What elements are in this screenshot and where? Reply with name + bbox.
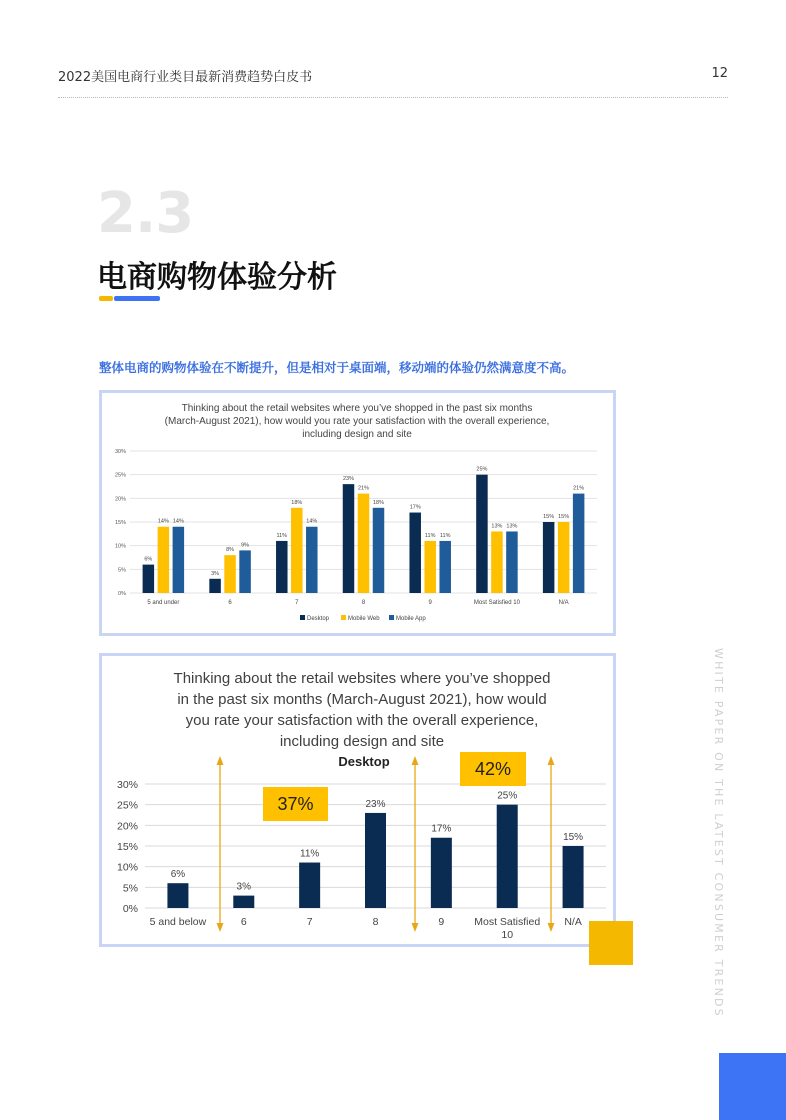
bar-data-label: 6% — [144, 556, 153, 563]
bar-desktop — [497, 805, 518, 908]
bar-data-label: 11% — [300, 848, 320, 860]
bar-data-label: 3% — [211, 570, 220, 577]
y-tick-label: 5% — [122, 882, 138, 895]
section-subtitle: 整体电商的购物体验在不断提升，但是相对于桌面端，移动端的体验仍然满意度不高。 — [99, 360, 575, 375]
x-tick-label: Most Satisfied — [474, 916, 541, 928]
decor-yellow-block — [589, 921, 633, 965]
chart-title-line: in the past six months (March-August 2021), how would — [177, 691, 547, 708]
x-tick-label: Most Satisfied 10 — [473, 600, 520, 606]
arrow-up-head — [217, 756, 224, 765]
bar-mobile-app — [373, 508, 385, 593]
chart-desktop-satisfaction — [102, 656, 613, 944]
bar-data-label: 15% — [543, 514, 555, 520]
header-title: 2022美国电商行业类目最新消费趋势白皮书 — [58, 70, 313, 85]
bar-mobile-web — [424, 541, 436, 593]
bar-mobile-app — [173, 527, 185, 593]
chart-title-line: including design and site — [302, 429, 412, 440]
bar-data-label: 13% — [506, 523, 518, 530]
x-tick-label: 9 — [428, 600, 432, 606]
bar-desktop — [365, 813, 386, 908]
x-tick-label: N/A — [564, 916, 582, 928]
bar-mobile-web — [158, 527, 170, 593]
y-tick-label: 15% — [114, 520, 126, 526]
bar-desktop — [276, 541, 288, 593]
bar-data-label: 11% — [276, 532, 288, 539]
decor-blue-block — [719, 1053, 786, 1120]
legend-swatch — [341, 615, 346, 620]
x-tick-label: 6 — [240, 916, 247, 928]
chart-subtitle: Desktop — [338, 754, 390, 769]
bar-desktop — [476, 475, 488, 593]
arrow-up-head — [412, 756, 419, 765]
y-tick-label: 0% — [122, 903, 138, 915]
bar-data-label: 15% — [558, 514, 570, 520]
x-tick-label: N/A — [558, 600, 569, 606]
bar-data-label: 23% — [342, 476, 355, 483]
y-tick-label: 30% — [116, 779, 138, 791]
arrow-down-head — [412, 923, 419, 932]
chart-title-line: including design and site — [279, 733, 445, 750]
bar-mobile-app — [506, 531, 518, 593]
bar-mobile-app — [439, 541, 451, 593]
bar-desktop — [343, 484, 355, 593]
section-title: 电商购物体验分析 — [97, 260, 337, 295]
bar-data-label: 8% — [226, 547, 235, 554]
bar-data-label: 18% — [291, 499, 303, 506]
legend-swatch — [389, 615, 394, 620]
x-tick-label: 6 — [228, 600, 232, 606]
x-tick-label: 7 — [306, 916, 313, 928]
annotation-value: 42% — [474, 759, 512, 779]
x-tick-label: 8 — [372, 916, 379, 928]
y-tick-label: 25% — [116, 799, 138, 812]
bar-data-label: 23% — [365, 798, 386, 810]
x-tick-label: 10 — [501, 929, 514, 941]
bar-mobile-web — [558, 522, 570, 593]
y-tick-label: 0% — [118, 591, 126, 597]
title-underline-blue — [114, 296, 160, 301]
bar-mobile-web — [358, 494, 370, 593]
y-tick-label: 20% — [114, 496, 126, 503]
bar-data-label: 3% — [236, 881, 252, 893]
bar-desktop — [233, 896, 254, 908]
bar-desktop — [409, 513, 421, 593]
bar-mobile-app — [306, 527, 318, 593]
bar-data-label: 17% — [409, 504, 421, 511]
bar-desktop — [563, 846, 584, 908]
x-tick-label: 5 and below — [149, 916, 207, 928]
chart-title-line: (March-August 2021), how would you rate your satisfaction with the overall experience, — [164, 416, 550, 427]
bar-desktop — [299, 863, 320, 908]
y-tick-label: 30% — [114, 449, 126, 455]
y-tick-label: 10% — [114, 543, 126, 550]
y-tick-label: 15% — [116, 841, 138, 853]
x-tick-label: 8 — [361, 600, 366, 606]
bar-mobile-web — [224, 555, 236, 593]
arrow-up-head — [548, 756, 555, 765]
bar-data-label: 11% — [439, 532, 451, 539]
bar-desktop — [167, 883, 188, 908]
x-tick-label: 9 — [438, 916, 445, 928]
bar-data-label: 21% — [573, 485, 585, 492]
bar-desktop — [543, 522, 555, 593]
arrow-down-head — [548, 923, 555, 932]
chart-box-desktop — [99, 653, 616, 947]
bar-data-label: 14% — [157, 518, 169, 525]
bar-mobile-web — [491, 531, 503, 593]
bar-data-label: 14% — [172, 518, 184, 525]
bar-desktop — [209, 579, 221, 593]
y-tick-label: 10% — [116, 861, 138, 874]
side-vertical-text: WHITE PAPER ON THE LATEST CONSUMER TRENDS — [712, 648, 725, 1018]
arrow-down-head — [217, 923, 224, 932]
legend-label: Mobile App — [396, 616, 426, 622]
y-tick-label: 5% — [118, 567, 126, 574]
bar-desktop — [431, 838, 452, 908]
x-tick-label: 5 and under — [147, 600, 180, 606]
chart-overall-satisfaction — [102, 393, 613, 633]
bar-data-label: 25% — [497, 790, 518, 802]
chart-title-line: Thinking about the retail websites where you’ve shopped — [173, 670, 551, 687]
bar-desktop — [143, 565, 155, 593]
y-tick-label: 25% — [114, 472, 126, 479]
bar-mobile-web — [291, 508, 303, 593]
page-number: 12 — [711, 66, 728, 81]
bar-data-label: 18% — [372, 499, 385, 506]
bar-mobile-app — [239, 550, 251, 593]
bar-data-label: 21% — [357, 485, 370, 492]
x-tick-label: 7 — [295, 600, 299, 606]
y-tick-label: 20% — [116, 820, 138, 833]
chart-title-line: Thinking about the retail websites where you’ve shopped in the past six months — [181, 403, 533, 414]
header-divider — [58, 97, 728, 98]
bar-data-label: 11% — [424, 532, 436, 539]
bar-data-label: 14% — [306, 518, 318, 525]
legend-label: Mobile Web — [348, 616, 380, 622]
bar-data-label: 13% — [491, 523, 503, 530]
chart-title-line: you rate your satisfaction with the overall experience, — [185, 712, 539, 729]
annotation-value: 37% — [277, 794, 314, 814]
chart-box-overall — [99, 390, 616, 636]
bar-data-label: 15% — [563, 832, 584, 843]
legend-swatch — [300, 615, 305, 620]
title-underline-yellow — [99, 296, 113, 301]
bar-data-label: 17% — [431, 823, 452, 835]
bar-mobile-app — [573, 494, 585, 593]
legend-label: Desktop — [307, 616, 330, 622]
bar-data-label: 6% — [170, 869, 186, 881]
bar-data-label: 9% — [241, 542, 250, 549]
section-number: 2.3 — [97, 181, 194, 246]
bar-data-label: 25% — [476, 466, 488, 473]
